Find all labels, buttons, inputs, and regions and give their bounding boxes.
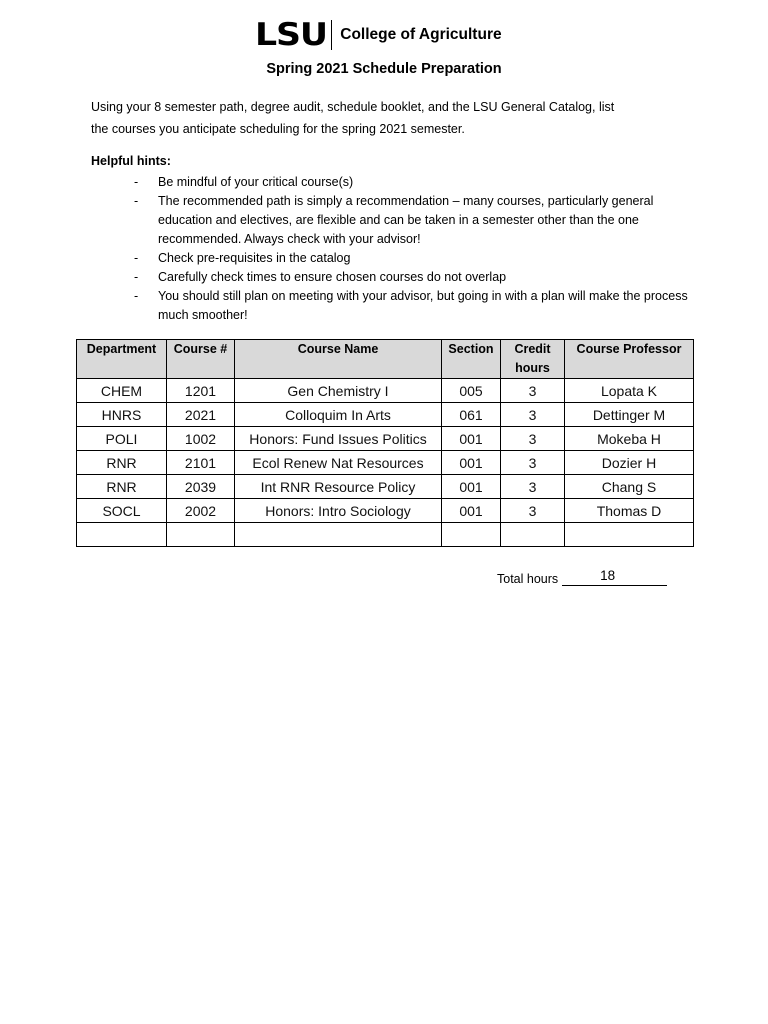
cell-course-number [167, 523, 235, 547]
college-name: College of Agriculture [340, 26, 502, 43]
hint-text: Carefully check times to ensure chosen courses do not overlap [158, 270, 507, 284]
cell-credit-hours: 3 [501, 379, 565, 403]
cell-course-name: Honors: Intro Sociology [235, 499, 442, 523]
logo-divider [331, 20, 332, 50]
total-hours [497, 568, 667, 586]
cell-course-number: 2021 [167, 403, 235, 427]
table-header-row [77, 340, 694, 379]
total-hours-value: 18 [600, 568, 616, 583]
cell-course-name [235, 523, 442, 547]
cell-course-name: Gen Chemistry I [235, 379, 442, 403]
cell-course-number: 2101 [167, 451, 235, 475]
cell-course-number: 1002 [167, 427, 235, 451]
table-row [77, 451, 694, 475]
header-course-professor: Course Professor [565, 340, 694, 379]
hint-item: - The recommended path is simply a recommendation – many courses, particularly general education and electives, are flexible and can be taken in a semester other than the one recommended. Always check with your advisor! [134, 194, 654, 246]
cell-credit-hours: 3 [501, 451, 565, 475]
table-row [77, 379, 694, 403]
cell-department [77, 523, 167, 547]
cell-course-name: Ecol Renew Nat Resources [235, 451, 442, 475]
hint-item: - Check pre-requisites in the catalog [134, 251, 351, 265]
cell-credit-hours: 3 [501, 499, 565, 523]
lsu-logo: LSU [255, 17, 327, 53]
header-section: Section [442, 340, 501, 379]
header-department: Department [77, 340, 167, 379]
table-row [77, 475, 694, 499]
cell-course-name: Colloquim In Arts [235, 403, 442, 427]
table-row [77, 499, 694, 523]
cell-section: 001 [442, 451, 501, 475]
cell-department: POLI [77, 427, 167, 451]
hint-item: - Be mindful of your critical course(s) [134, 175, 354, 189]
hints-list [134, 173, 694, 325]
cell-professor: Dozier H [565, 451, 694, 475]
page-title: Spring 2021 Schedule Preparation [266, 61, 502, 77]
cell-course-name: Int RNR Resource Policy [235, 475, 442, 499]
table-row [77, 427, 694, 451]
cell-section: 001 [442, 499, 501, 523]
cell-credit-hours: 3 [501, 403, 565, 427]
cell-course-number: 2039 [167, 475, 235, 499]
cell-credit-hours: 3 [501, 427, 565, 451]
hint-text: Be mindful of your critical course(s) [158, 175, 354, 189]
hint-text: Check pre-requisites in the catalog [158, 251, 351, 265]
cell-professor: Chang S [565, 475, 694, 499]
lsu-header [255, 18, 502, 52]
intro-paragraph [91, 96, 691, 140]
table-row-empty [77, 523, 694, 547]
cell-professor: Dettinger M [565, 403, 694, 427]
hints-heading: Helpful hints: [91, 154, 171, 168]
hint-item: - Carefully check times to ensure chosen courses do not overlap [134, 270, 507, 284]
cell-section: 061 [442, 403, 501, 427]
cell-section: 005 [442, 379, 501, 403]
cell-section: 001 [442, 427, 501, 451]
cell-department: RNR [77, 451, 167, 475]
cell-department: RNR [77, 475, 167, 499]
hint-text: You should still plan on meeting with your advisor, but going in with a plan will make the process much smoother! [158, 289, 688, 322]
cell-professor: Mokeba H [565, 427, 694, 451]
cell-section: 001 [442, 475, 501, 499]
cell-credit-hours: 3 [501, 475, 565, 499]
cell-professor: Lopata K [565, 379, 694, 403]
intro-line-1: Using your 8 semester path, degree audit, schedule booklet, and the LSU General Catalog, list [91, 100, 615, 114]
header-course-number: Course # [167, 340, 235, 379]
cell-professor: Thomas D [565, 499, 694, 523]
cell-department: HNRS [77, 403, 167, 427]
header-credit-hours: Credit hours [501, 340, 565, 379]
header-course-name: Course Name [235, 340, 442, 379]
table-row [77, 403, 694, 427]
intro-line-2: the courses you anticipate scheduling for the spring 2021 semester. [91, 122, 465, 136]
cell-course-number: 2002 [167, 499, 235, 523]
cell-department: SOCL [77, 499, 167, 523]
cell-course-number: 1201 [167, 379, 235, 403]
hint-text: The recommended path is simply a recommendation – many courses, particularly general education and electives, are flexible and can be taken in a semester other than the one recommended. Always check with your advisor! [158, 194, 654, 246]
cell-section [442, 523, 501, 547]
cell-credit-hours [501, 523, 565, 547]
schedule-table [76, 339, 694, 547]
cell-department: CHEM [77, 379, 167, 403]
total-hours-line [562, 568, 667, 586]
cell-course-name: Honors: Fund Issues Politics [235, 427, 442, 451]
cell-professor [565, 523, 694, 547]
hint-item: - You should still plan on meeting with your advisor, but going in with a plan will make the process much smoother! [134, 289, 688, 322]
total-hours-label: Total hours [497, 572, 559, 586]
